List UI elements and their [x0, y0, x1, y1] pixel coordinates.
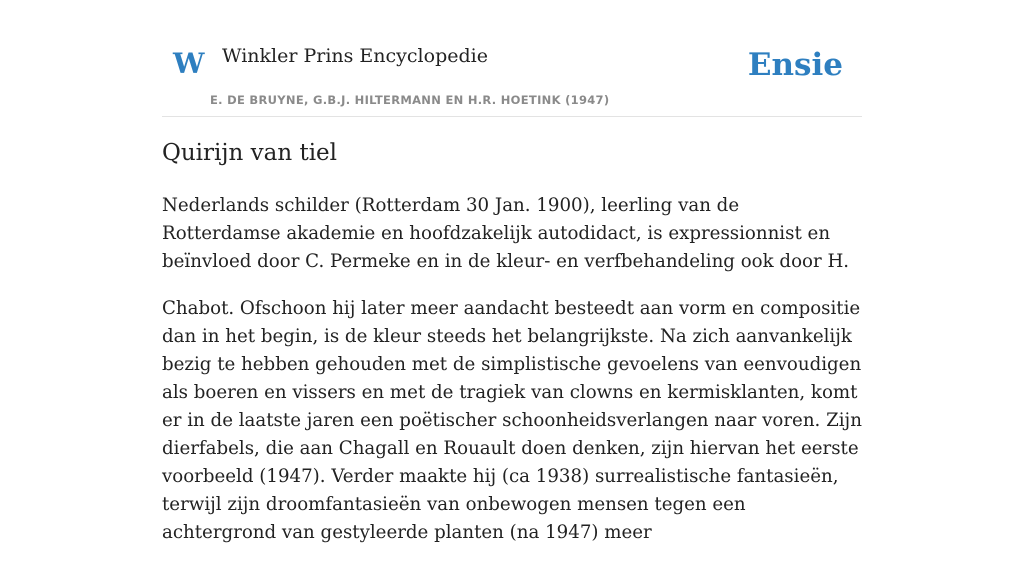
header [162, 0, 862, 117]
page [162, 0, 862, 543]
article-paragraph: Chabot. Ofschoon hij later meer aandacht besteedt aan vorm en compositie dan in het begin, is de kleur steeds het belangrijkste. Na zich aanvankelijk bezig te hebben gehouden met de simplistische gevoelens van eenvoudigen als boeren en vissers en met de tragiek van clowns en kermisklanten, komt er in de laatste jaren een poëtischer schoonheidsverlangen naar voren. Zijn dierfabels, die aan Chagall en Rouault doen denken, zijn hiervan het eerste voorbeeld (1947). Verder maakte hij (ca 1938) surrealistische fantasieën, terwijl zijn droomfantasieën van onbewogen mensen tegen een achtergrond van gestyleerde planten (na 1947) meer [162, 298, 862, 543]
ensie-logo[interactable]: Ensie [747, 47, 843, 83]
article-body [162, 192, 862, 566]
winkler-prins-logo[interactable]: W [173, 47, 205, 80]
article-title: Quirijn van tiel [162, 140, 338, 166]
article-paragraph: Nederlands schilder (Rotterdam 30 Jan. 1900), leerling van de Rotterdamse akademie en hoofdzakelijk autodidact, is expressionnist en beïnvloed door C. Permeke en in de kleur- en verfbehandeling ook door H. [162, 195, 850, 272]
publication-title: Winkler Prins Encyclopedie [222, 45, 488, 67]
publication-authors: E. DE BRUYNE, G.B.J. HILTERMANN EN H.R. HOETINK (1947) [210, 93, 610, 107]
